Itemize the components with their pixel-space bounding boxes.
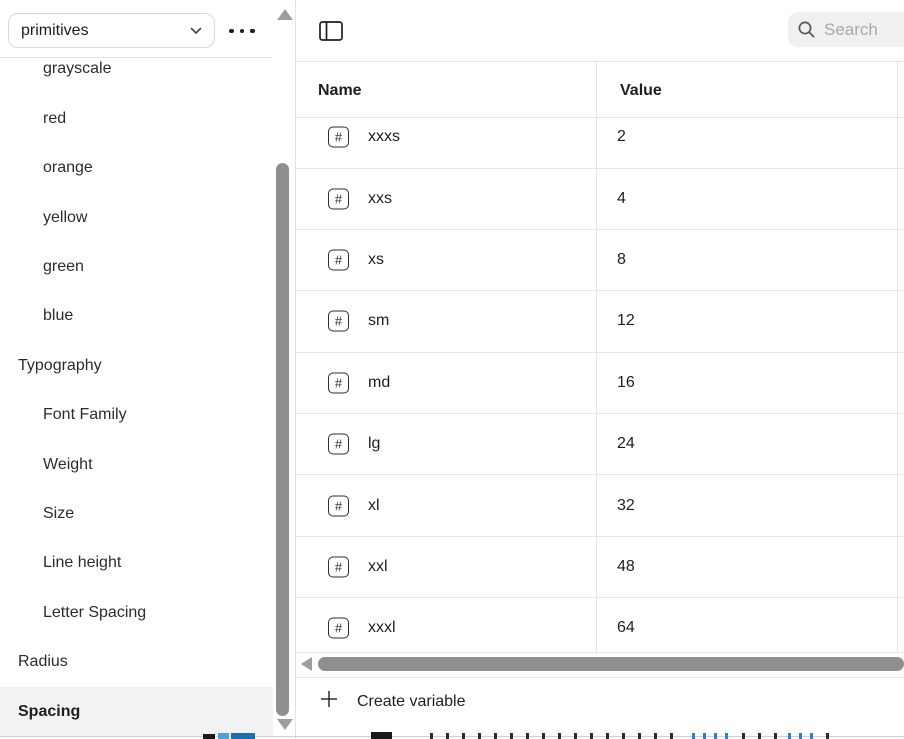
sidebar-item-label: green	[43, 258, 84, 276]
sidebar-item-line-height[interactable]	[0, 539, 273, 588]
scroll-down-arrow-icon[interactable]	[277, 719, 293, 730]
sidebar-item-green[interactable]	[0, 242, 273, 291]
variable-name[interactable]: xs	[368, 251, 384, 269]
sidebar-item-label: blue	[43, 307, 74, 325]
sidebar-item-font-family[interactable]	[0, 391, 273, 440]
table-row[interactable]	[296, 537, 904, 598]
clipped-row-fragment	[371, 732, 392, 739]
number-variable-icon: #	[328, 372, 349, 393]
sidebar-item-label: red	[43, 109, 67, 127]
sidebar-item-weight[interactable]	[0, 440, 273, 489]
variable-name[interactable]: lg	[368, 435, 381, 453]
create-variable-label: Create variable	[357, 693, 466, 710]
number-variable-icon: #	[328, 311, 349, 332]
toolbar-divider	[296, 61, 904, 62]
variable-value[interactable]: 24	[617, 435, 635, 453]
sidebar-item-size[interactable]	[0, 489, 273, 538]
sidebar-item-label: Size	[43, 505, 75, 523]
scroll-left-arrow-icon[interactable]	[301, 657, 312, 671]
number-variable-icon: #	[328, 127, 349, 148]
sidebar-item-label: grayscale	[43, 60, 112, 78]
sidebar-item-label: Radius	[18, 653, 68, 671]
table-row[interactable]	[296, 117, 904, 169]
variable-name[interactable]: xxs	[368, 189, 392, 207]
number-variable-icon: #	[328, 188, 349, 209]
footer-divider	[296, 677, 904, 678]
search-input[interactable]	[824, 20, 904, 40]
sidebar-item-label: Spacing	[18, 702, 81, 720]
table-row[interactable]	[296, 414, 904, 475]
variable-value[interactable]: 12	[617, 312, 635, 330]
variable-value[interactable]: 48	[617, 558, 635, 576]
sidebar-item-typography[interactable]	[0, 341, 273, 390]
variable-value[interactable]: 8	[617, 251, 626, 269]
variable-value[interactable]: 2	[617, 128, 626, 146]
search-field[interactable]	[788, 12, 904, 47]
variable-name[interactable]: xxxl	[368, 619, 396, 637]
number-variable-icon: #	[328, 434, 349, 455]
sidebar-item-label: Typography	[18, 356, 102, 374]
number-variable-icon: #	[328, 250, 349, 271]
sidebar-item-letter-spacing[interactable]	[0, 588, 273, 637]
sidebar-toggle-icon	[319, 21, 343, 41]
table-row[interactable]	[296, 291, 904, 352]
table-row[interactable]	[296, 353, 904, 414]
variable-name[interactable]: xl	[368, 496, 380, 514]
variable-value[interactable]: 4	[617, 189, 626, 207]
sidebar-item-red[interactable]	[0, 94, 273, 143]
plus-icon	[320, 690, 338, 708]
clipped-row-fragment	[742, 733, 784, 739]
sidebar-item-label: yellow	[43, 208, 88, 226]
column-header-value: Value	[620, 82, 662, 99]
toggle-sidebar-button[interactable]	[319, 21, 343, 41]
table-rows	[296, 117, 904, 653]
variable-name[interactable]: xxxs	[368, 128, 400, 146]
sidebar-item-blue[interactable]	[0, 292, 273, 341]
table-row[interactable]	[296, 169, 904, 230]
sidebar-item-label: Font Family	[43, 406, 127, 424]
sidebar-item-label: Line height	[43, 554, 122, 572]
number-variable-icon: #	[328, 557, 349, 578]
sidebar-item-grayscale[interactable]	[0, 45, 273, 94]
sidebar-item-label: orange	[43, 159, 93, 177]
table-row[interactable]	[296, 230, 904, 291]
number-variable-icon: #	[328, 618, 349, 639]
sidebar-item-radius[interactable]	[0, 638, 273, 687]
number-variable-icon: #	[328, 495, 349, 516]
search-icon	[797, 20, 816, 39]
variable-name[interactable]: md	[368, 373, 391, 391]
sidebar-item-label: Weight	[43, 455, 93, 473]
sidebar-item-orange[interactable]	[0, 144, 273, 193]
clipped-row-fragment	[203, 734, 215, 739]
clipped-row-fragment	[430, 733, 685, 739]
variable-name[interactable]: xxl	[368, 558, 388, 576]
sidebar-item-label: Letter Spacing	[43, 603, 147, 621]
table-row[interactable]	[296, 476, 904, 537]
sidebar-scrollbar-thumb[interactable]	[276, 163, 289, 716]
clipped-row-fragment	[826, 733, 834, 739]
variable-value[interactable]: 16	[617, 373, 635, 391]
variable-value[interactable]: 32	[617, 496, 635, 514]
horizontal-scrollbar-thumb[interactable]	[318, 657, 904, 671]
scroll-up-arrow-icon[interactable]	[277, 9, 293, 20]
sidebar-item-yellow[interactable]	[0, 193, 273, 242]
sidebar-item-spacing[interactable]	[0, 687, 273, 736]
sidebar-group-list	[0, 0, 273, 739]
variable-name[interactable]: sm	[368, 312, 390, 330]
clipped-row-fragment	[218, 733, 229, 739]
clipped-row-fragment	[692, 733, 736, 739]
clipped-row-fragment	[788, 733, 820, 739]
column-header-name: Name	[318, 82, 362, 99]
table-row[interactable]	[296, 598, 904, 653]
create-variable-button[interactable]	[296, 686, 904, 730]
variable-value[interactable]: 64	[617, 619, 635, 637]
clipped-row-fragment	[231, 733, 255, 739]
collection-dropdown-label: primitives	[21, 21, 89, 39]
